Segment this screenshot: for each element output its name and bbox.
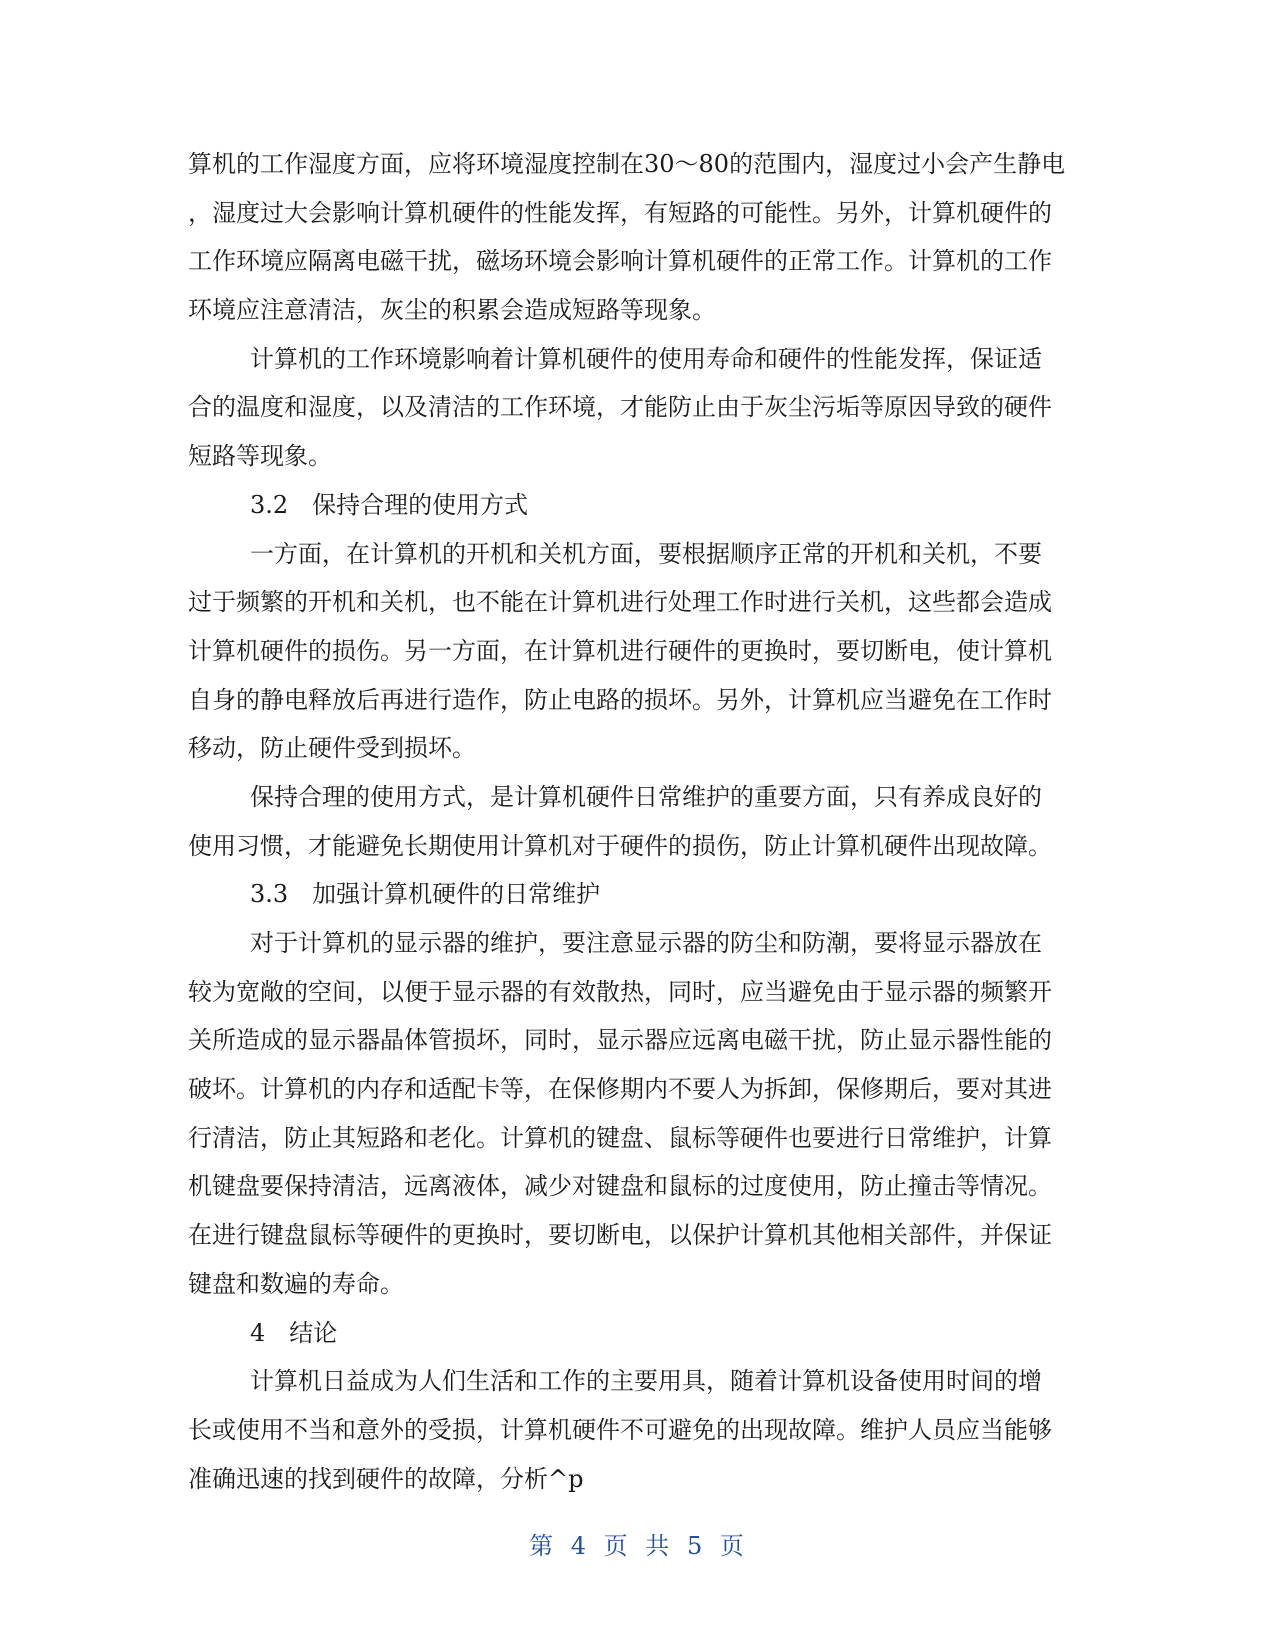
paragraph-line: 算机的工作湿度方面，应将环境湿度控制在30～80的范围内，湿度过小会产生静电	[188, 150, 1066, 178]
paragraph-line: 计算机硬件的损伤。另一方面，在计算机进行硬件的更换时，要切断电，使计算机	[188, 636, 1052, 665]
paragraph-line: 键盘和数遍的寿命。	[188, 1269, 404, 1298]
section-heading: 3.3 加强计算机硬件的日常维护	[250, 880, 601, 909]
paragraph-line: 保持合理的使用方式，是计算机硬件日常维护的重要方面，只有养成良好的	[250, 782, 1042, 811]
section-heading: 4 结论	[250, 1318, 338, 1347]
paragraph-line: 关所造成的显示器晶体管损坏，同时，显示器应远离电磁干扰，防止显示器性能的	[188, 1026, 1052, 1055]
paragraph-line: 较为宽敞的空间，以便于显示器的有效散热，同时，应当避免由于显示器的频繁开	[188, 977, 1052, 1006]
paragraph-line: 行清洁，防止其短路和老化。计算机的键盘、鼠标等硬件也要进行日常维护，计算	[188, 1123, 1052, 1152]
paragraph-line: ，湿度过大会影响计算机硬件的性能发挥，有短路的可能性。另外，计算机硬件的	[188, 198, 1052, 227]
paragraph-line: 一方面，在计算机的开机和关机方面，要根据顺序正常的开机和关机，不要	[250, 539, 1042, 568]
paragraph-line: 工作环境应隔离电磁干扰，磁场环境会影响计算机硬件的正常工作。计算机的工作	[188, 247, 1052, 276]
paragraph-line: 破坏。计算机的内存和适配卡等，在保修期内不要人为拆卸，保修期后，要对其进	[188, 1075, 1052, 1104]
paragraph-line: 短路等现象。	[188, 442, 332, 471]
paragraph-line: 使用习惯，才能避免长期使用计算机对于硬件的损伤，防止计算机硬件出现故障。	[188, 831, 1052, 860]
paragraph-line: 过于频繁的开机和关机，也不能在计算机进行处理工作时进行关机，这些都会造成	[188, 588, 1052, 617]
paragraph-line: 自身的静电释放后再进行造作，防止电路的损坏。另外，计算机应当避免在工作时	[188, 685, 1052, 714]
section-heading: 3.2 保持合理的使用方式	[250, 490, 529, 519]
paragraph-line: 对于计算机的显示器的维护，要注意显示器的防尘和防潮，要将显示器放在	[250, 929, 1042, 957]
paragraph-line: 环境应注意清洁，灰尘的积累会造成短路等现象。	[188, 296, 716, 325]
paragraph-line: 合的温度和湿度，以及清洁的工作环境，才能防止由于灰尘污垢等原因导致的硬件	[188, 393, 1052, 422]
paragraph-line: 计算机的工作环境影响着计算机硬件的使用寿命和硬件的性能发挥，保证适	[250, 344, 1042, 373]
paragraph-line: 机键盘要保持清洁，远离液体，减少对键盘和鼠标的过度使用，防止撞击等情况。	[188, 1172, 1052, 1201]
document-body	[188, 140, 1088, 1503]
paragraph-line: 在进行键盘鼠标等硬件的更换时，要切断电，以保护计算机其他相关部件，并保证	[188, 1221, 1052, 1250]
paragraph-line: 长或使用不当和意外的受损，计算机硬件不可避免的出现故障。维护人员应当能够	[188, 1415, 1052, 1444]
paragraph-line: 计算机日益成为人们生活和工作的主要用具，随着计算机设备使用时间的增	[250, 1367, 1042, 1396]
paragraph-line: 准确迅速的找到硬件的故障，分析^p	[188, 1464, 584, 1493]
paragraph-line: 移动，防止硬件受到损坏。	[188, 734, 476, 763]
page-number-footer: 第 4 页 共 5 页	[529, 1532, 746, 1560]
